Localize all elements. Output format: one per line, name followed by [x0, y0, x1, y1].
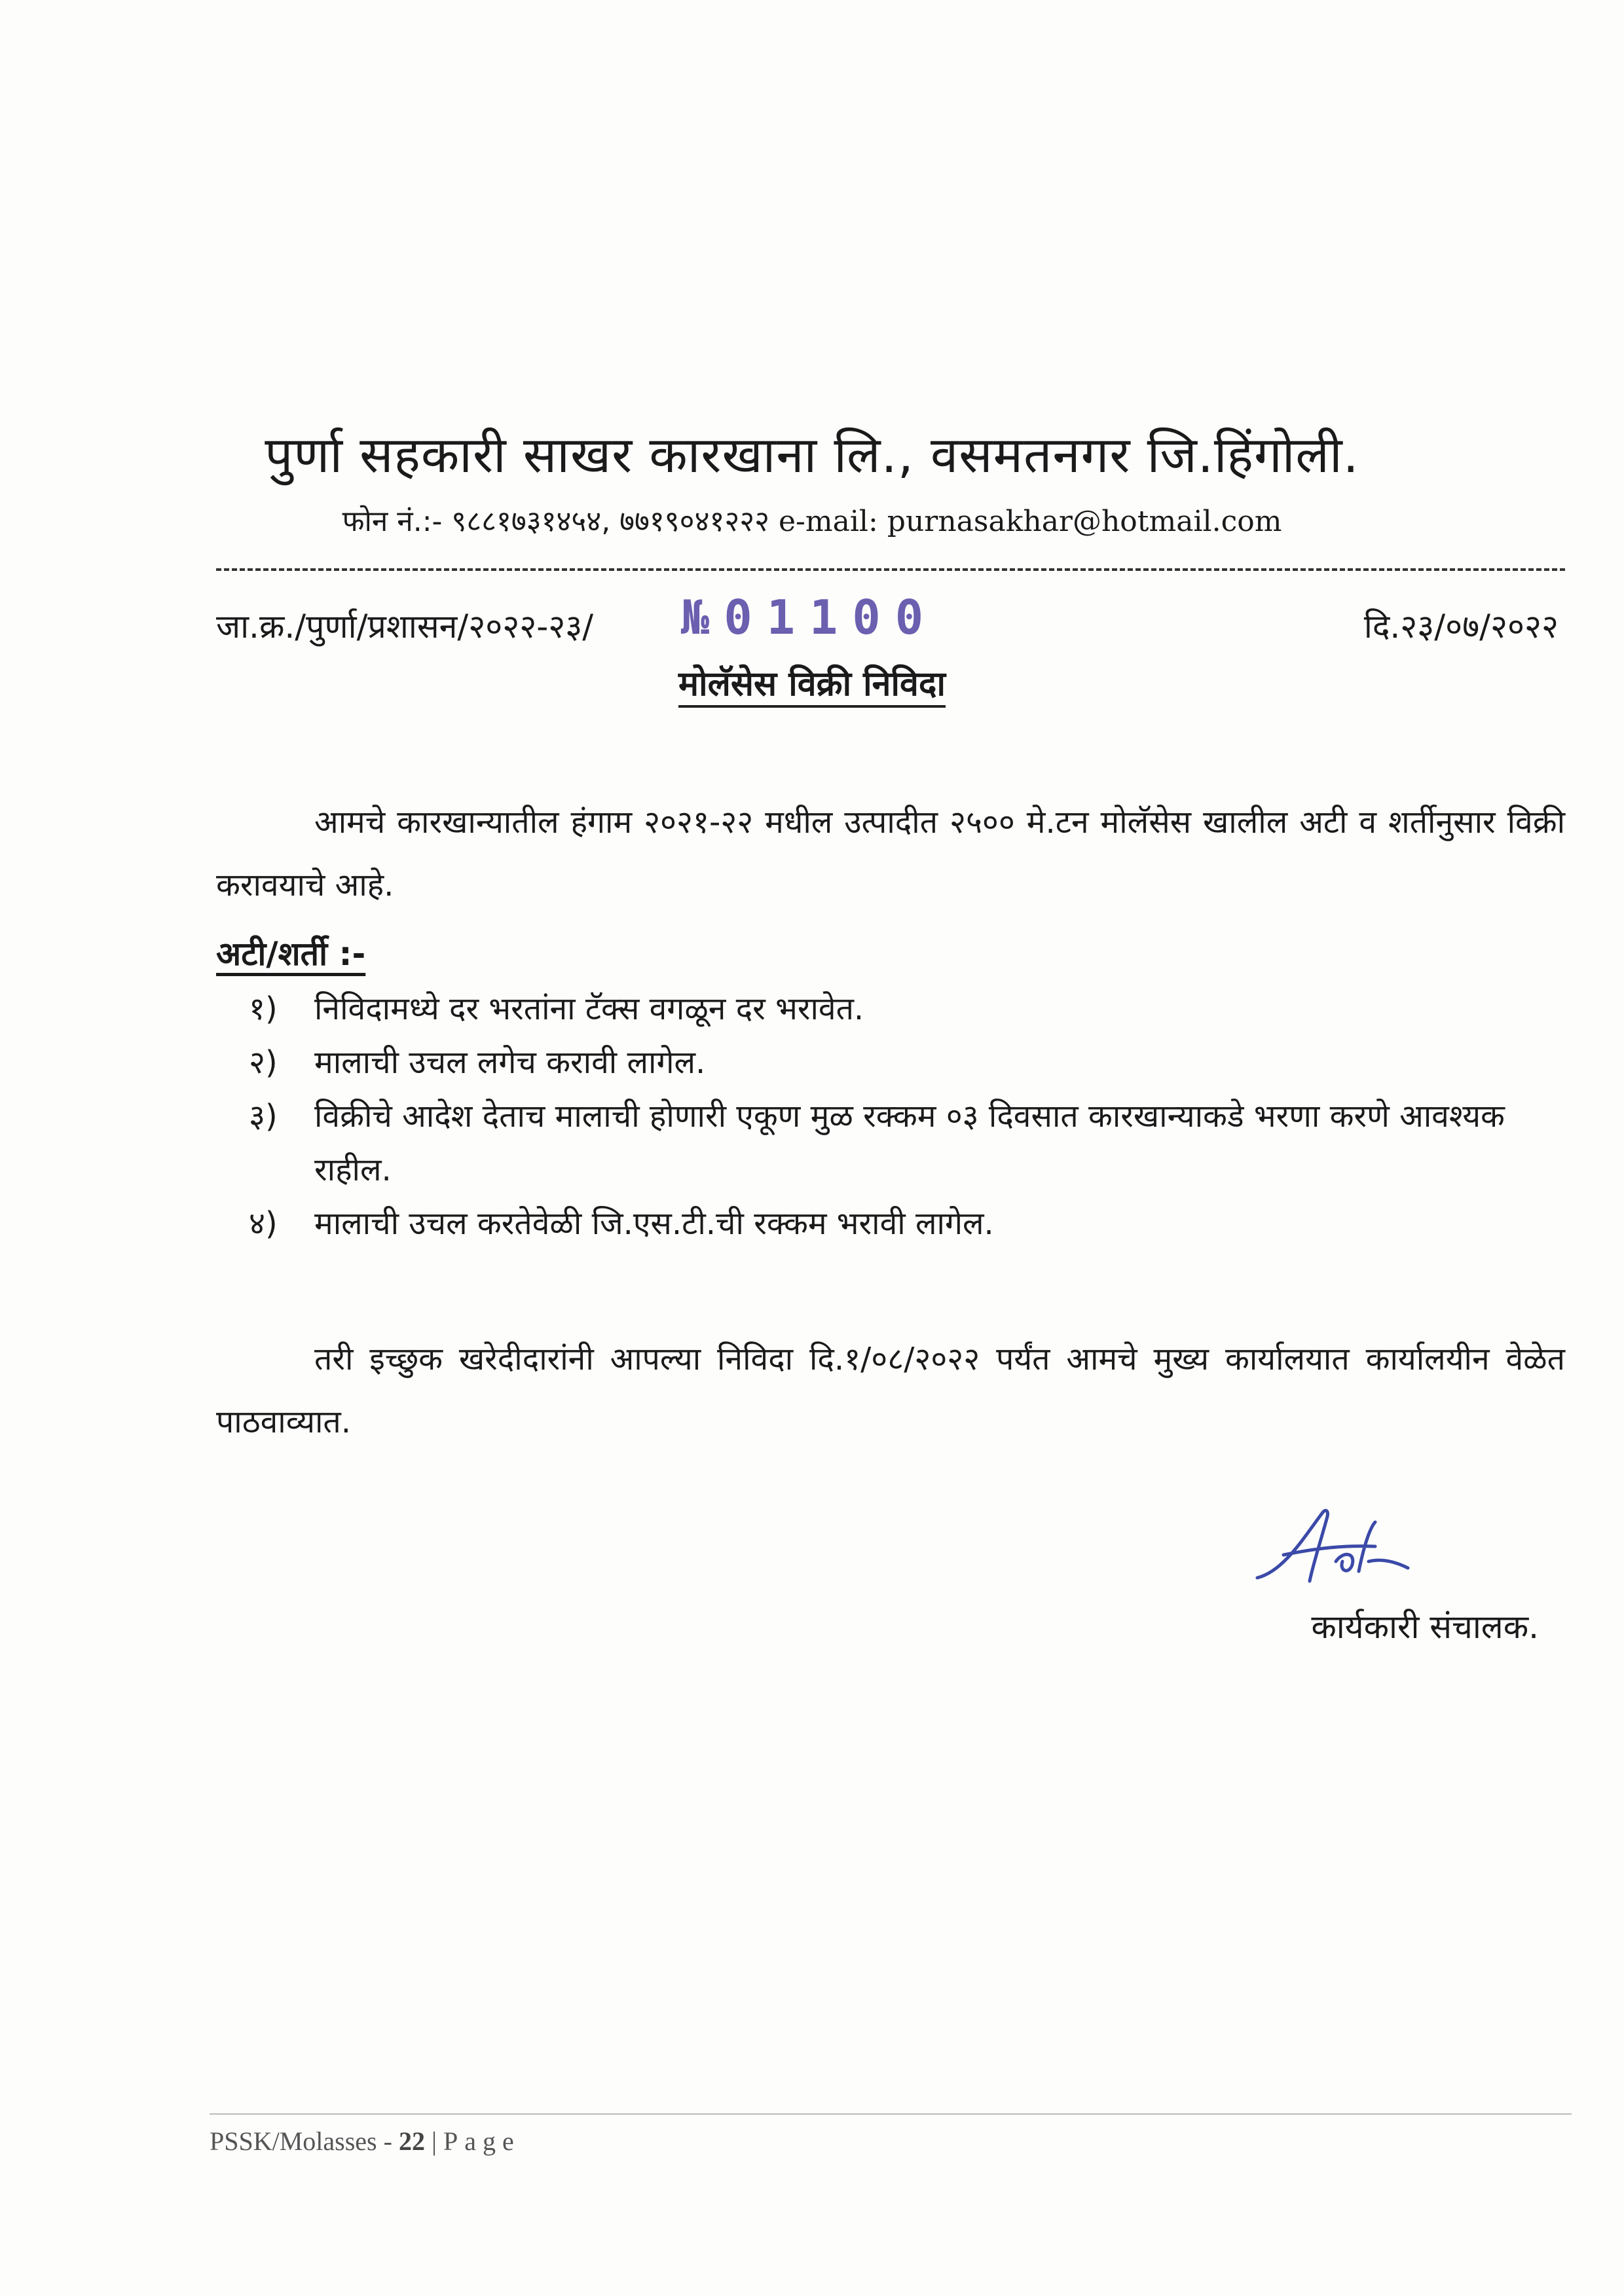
contact-line: [0, 499, 1624, 545]
signatory-designation: कार्यकारी संचालक.: [1311, 1608, 1539, 1646]
serial-number-stamp: №01100: [681, 590, 938, 645]
term-number: २): [249, 1044, 278, 1081]
closing-paragraph: तरी इच्छुक खरेदीदारांनी आपल्या निविदा दि.१/०८/२०२२ पर्यंत आमचे मुख्य कार्यालयात कार्यालयीन वेळेत पाठवाव्यात.: [216, 1341, 1565, 1440]
term-number: ४): [249, 1205, 278, 1242]
subject-heading: [0, 655, 1624, 714]
letter-date: दि.२३/०७/२०२२: [1363, 608, 1559, 646]
organization-name: पुर्णा सहकारी साखर कारखाना लि., वसमतनगर जि.हिंगोली.: [265, 426, 1359, 484]
term-item: [249, 1036, 1565, 1089]
subject-text: मोलॅसेस विक्री निविदा: [678, 665, 946, 708]
term-number: ३): [249, 1098, 278, 1135]
term-number: १): [249, 991, 278, 1027]
page-footer: [210, 2119, 521, 2164]
footer-divider: [210, 2113, 1572, 2115]
footer-page-number: 22: [398, 2126, 425, 2156]
footer-separator: |: [424, 2126, 443, 2156]
header-divider: [216, 568, 1565, 571]
term-item: [249, 1197, 1565, 1250]
term-text: मालाची उचल लगेच करावी लागेल.: [314, 1044, 706, 1081]
phone-numbers: ९८८१७३१४५४, ७७१९०४१२२२: [451, 505, 769, 538]
term-text: विक्रीचे आदेश देताच मालाची होणारी एकूण मुळ रक्कम ०३ दिवसात कारखान्याकडे भरणा करणे आवश्यक राहील.: [314, 1098, 1505, 1188]
terms-heading: अटी/शर्ती :-: [216, 935, 366, 973]
intro-paragraph: आमचे कारखान्यातील हंगाम २०२१-२२ मधील उत्पादीत २५०० मे.टन मोलॅसेस खालील अटी व शर्तीनुसार विक्री करावयाचे आहे.: [216, 804, 1565, 903]
term-item: [249, 982, 1565, 1036]
term-text: निविदामध्ये दर भरतांना टॅक्स वगळून दर भरावेत.: [314, 991, 864, 1027]
term-item: [249, 1089, 1565, 1197]
reference-number: जा.क्र./पुर्णा/प्रशासन/२०२२-२३/: [216, 608, 594, 646]
footer-page-word: Page: [443, 2126, 521, 2156]
term-text: मालाची उचल करतेवेळी जि.एस.टी.ची रक्कम भरावी लागेल.: [314, 1205, 994, 1242]
terms-list: [249, 982, 1565, 1250]
footer-doc-ref: PSSK/Molasses -: [210, 2126, 399, 2156]
signature-mark: [1244, 1499, 1414, 1597]
email-address: purnasakhar@hotmail.com: [887, 505, 1282, 538]
phone-label: फोन नं.:-: [342, 505, 452, 538]
email-label: e-mail:: [769, 505, 887, 538]
